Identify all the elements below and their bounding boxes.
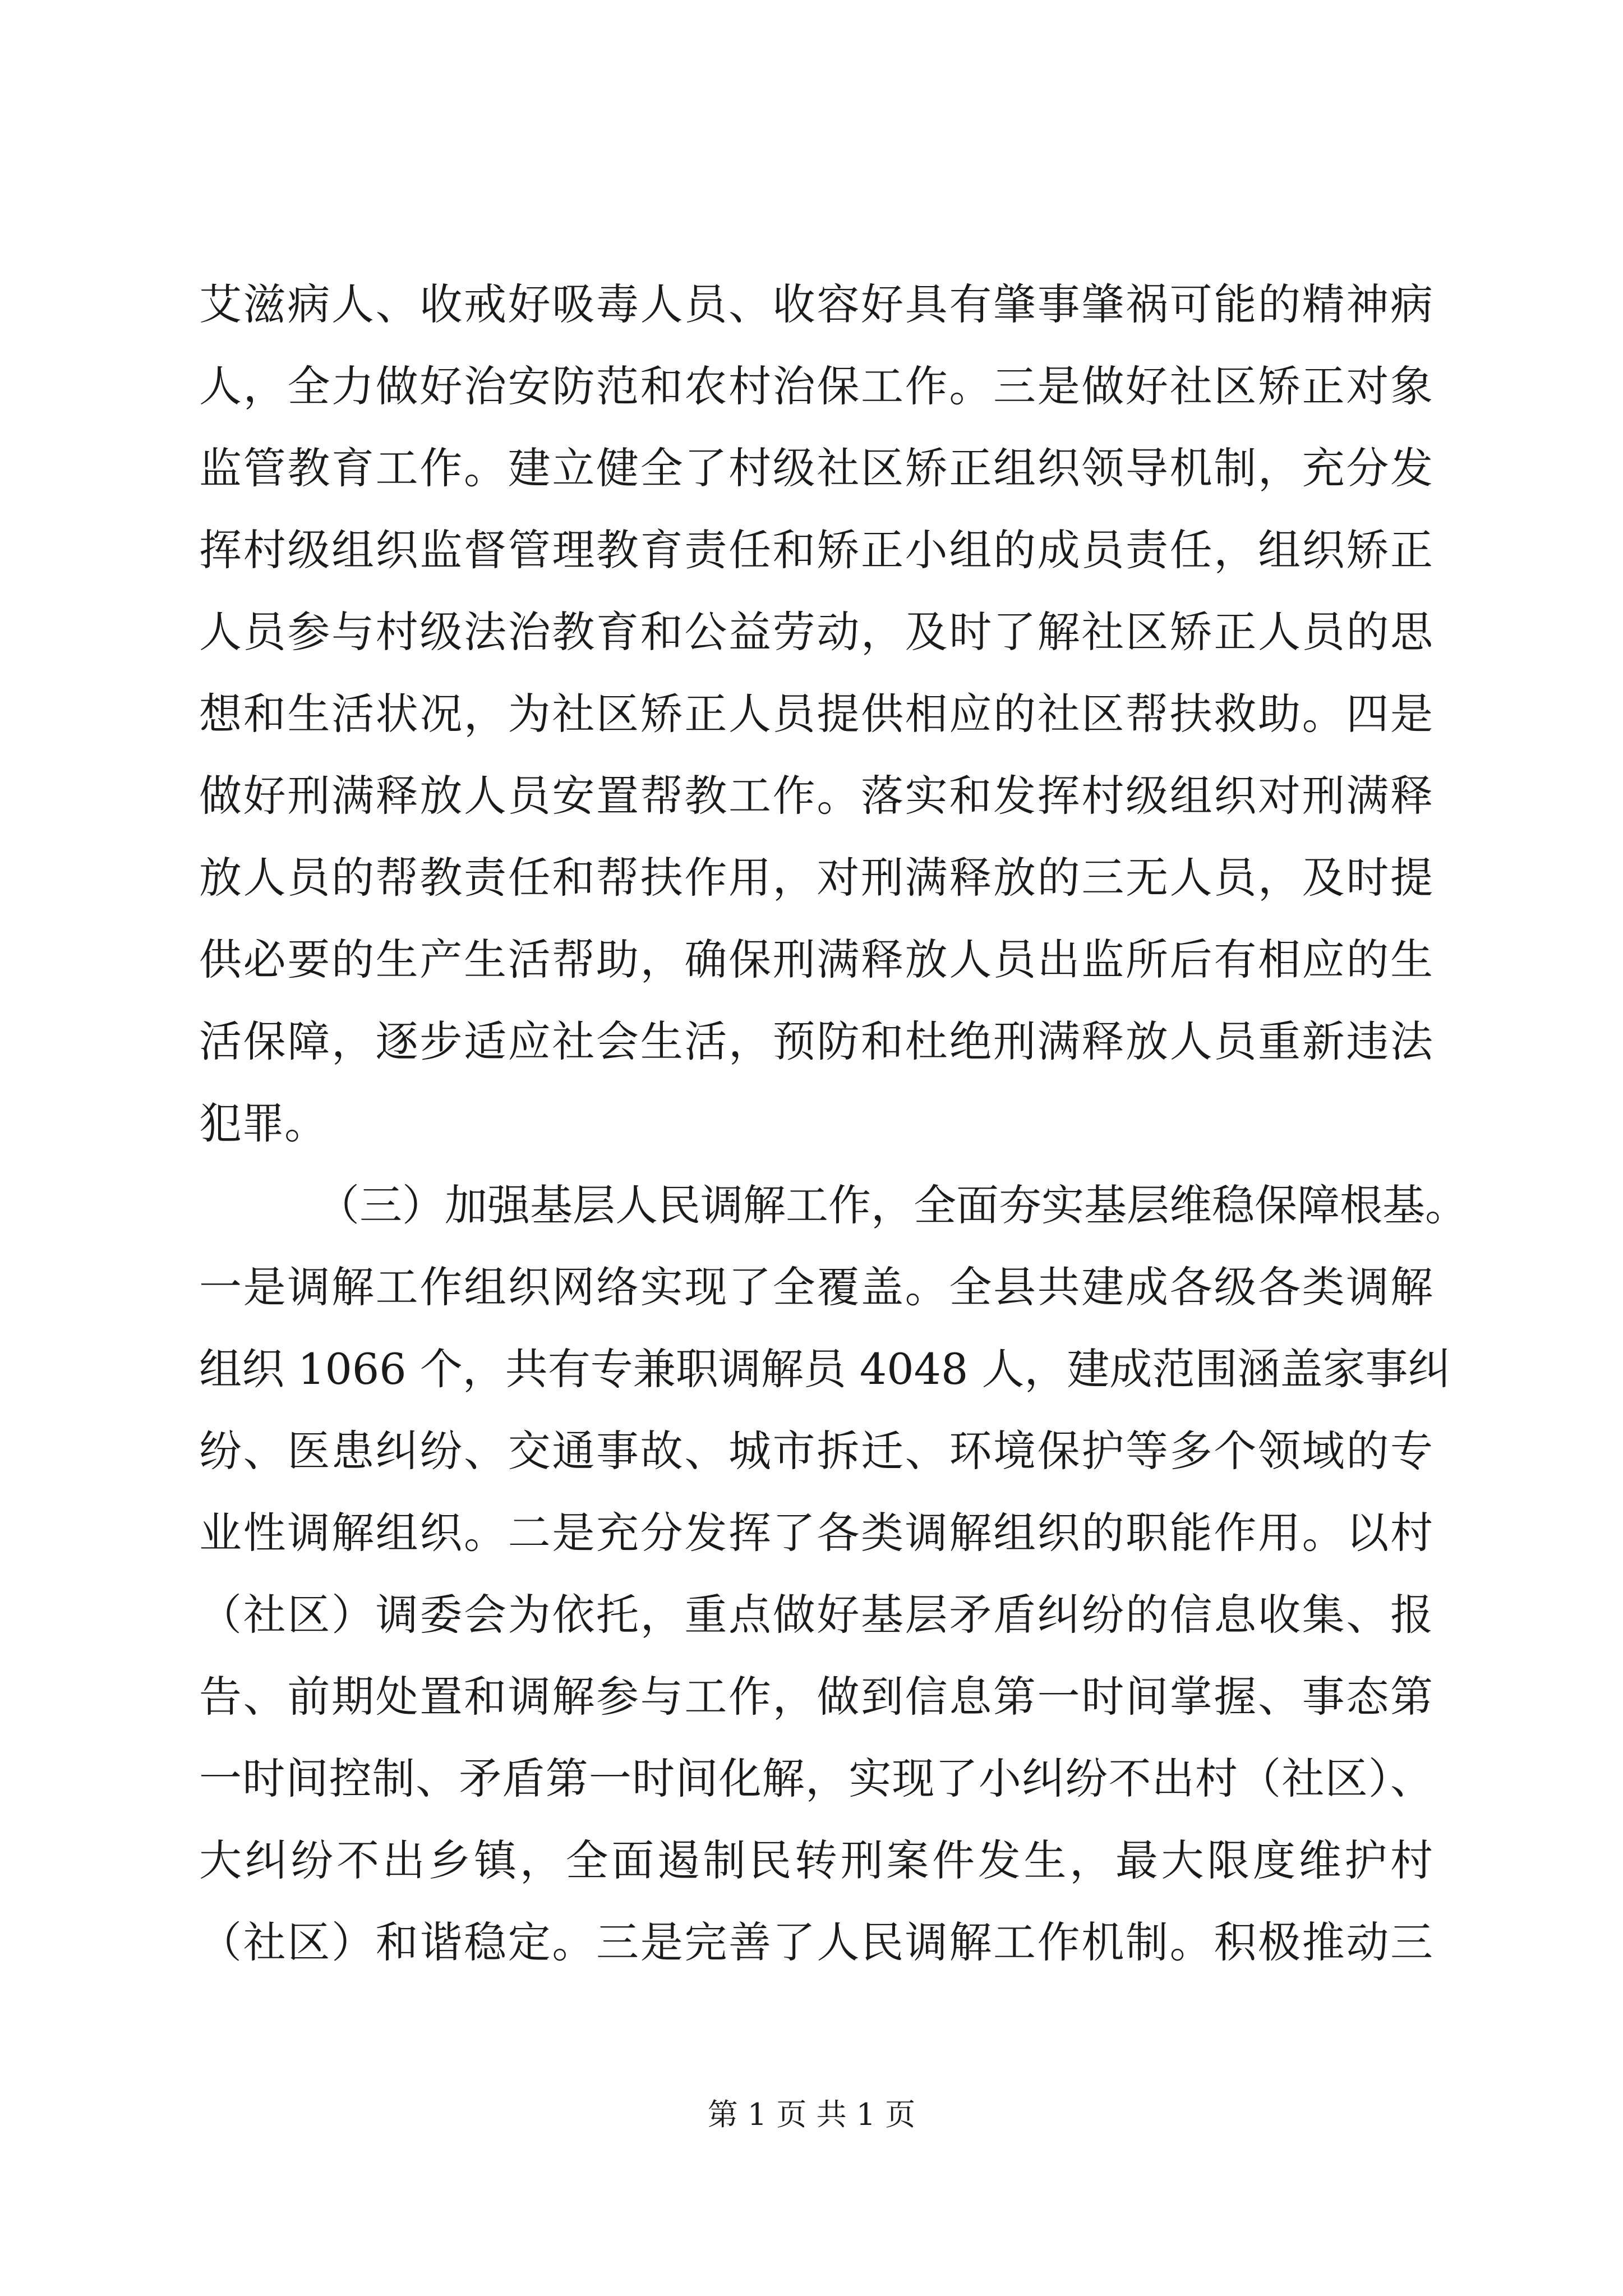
text-line: 想和生活状况，为社区矫正人员提供相应的社区帮扶救助。四是 <box>199 689 1433 739</box>
text-line: 业性调解组织。二是充分发挥了各类调解组织的职能作用。以村 <box>199 1508 1433 1558</box>
text-line: 组织 1066 个，共有专兼职调解员 4048 人，建成范围涵盖家事纠 <box>199 1344 1451 1394</box>
text-line: 告、前期处置和调解参与工作，做到信息第一时间掌握、事态第 <box>199 1672 1433 1722</box>
text-line: 一时间控制、矛盾第一时间化解，实现了小纠纷不出村（社区）、 <box>199 1754 1433 1803</box>
text-line: 放人员的帮教责任和帮扶作用，对刑满释放的三无人员，及时提 <box>199 853 1433 903</box>
text-line: 监管教育工作。建立健全了村级社区矫正组织领导机制，充分发 <box>199 443 1433 493</box>
text-line: 大纠纷不出乡镇，全面遏制民转刑案件发生，最大限度维护村 <box>199 1835 1433 1885</box>
text-line: 犯罪。 <box>199 1098 327 1148</box>
body-text <box>199 264 1468 1984</box>
text-line: 纷、医患纠纷、交通事故、城市拆迁、环境保护等多个领域的专 <box>199 1426 1433 1476</box>
section-heading-line: （三）加强基层人民调解工作，全面夯实基层维稳保障根基。 <box>317 1180 1468 1230</box>
text-line: 人员参与村级法治教育和公益劳动，及时了解社区矫正人员的思 <box>199 607 1433 657</box>
text-line: 一是调解工作组织网络实现了全覆盖。全县共建成各级各类调解 <box>199 1262 1433 1312</box>
text-line: 做好刑满释放人员安置帮教工作。落实和发挥村级组织对刑满释 <box>199 771 1433 821</box>
text-line: 供必要的生产生活帮助，确保刑满释放人员出监所后有相应的生 <box>199 935 1433 984</box>
text-line: 艾滋病人、收戒好吸毒人员、收容好具有肇事肇祸可能的精神病 <box>199 279 1433 329</box>
text-line: 挥村级组织监督管理教育责任和矫正小组的成员责任，组织矫正 <box>199 525 1433 575</box>
text-line: 人，全力做好治安防范和农村治保工作。三是做好社区矫正对象 <box>199 361 1433 411</box>
text-line: （社区）调委会为依托，重点做好基层矛盾纠纷的信息收集、报 <box>199 1590 1433 1640</box>
text-line: 活保障，逐步适应社会生活，预防和杜绝刑满释放人员重新违法 <box>199 1016 1433 1066</box>
text-line: （社区）和谐稳定。三是完善了人民调解工作机制。积极推动三 <box>199 1917 1433 1967</box>
page-footer: 第 1 页 共 1 页 <box>707 2097 916 2132</box>
